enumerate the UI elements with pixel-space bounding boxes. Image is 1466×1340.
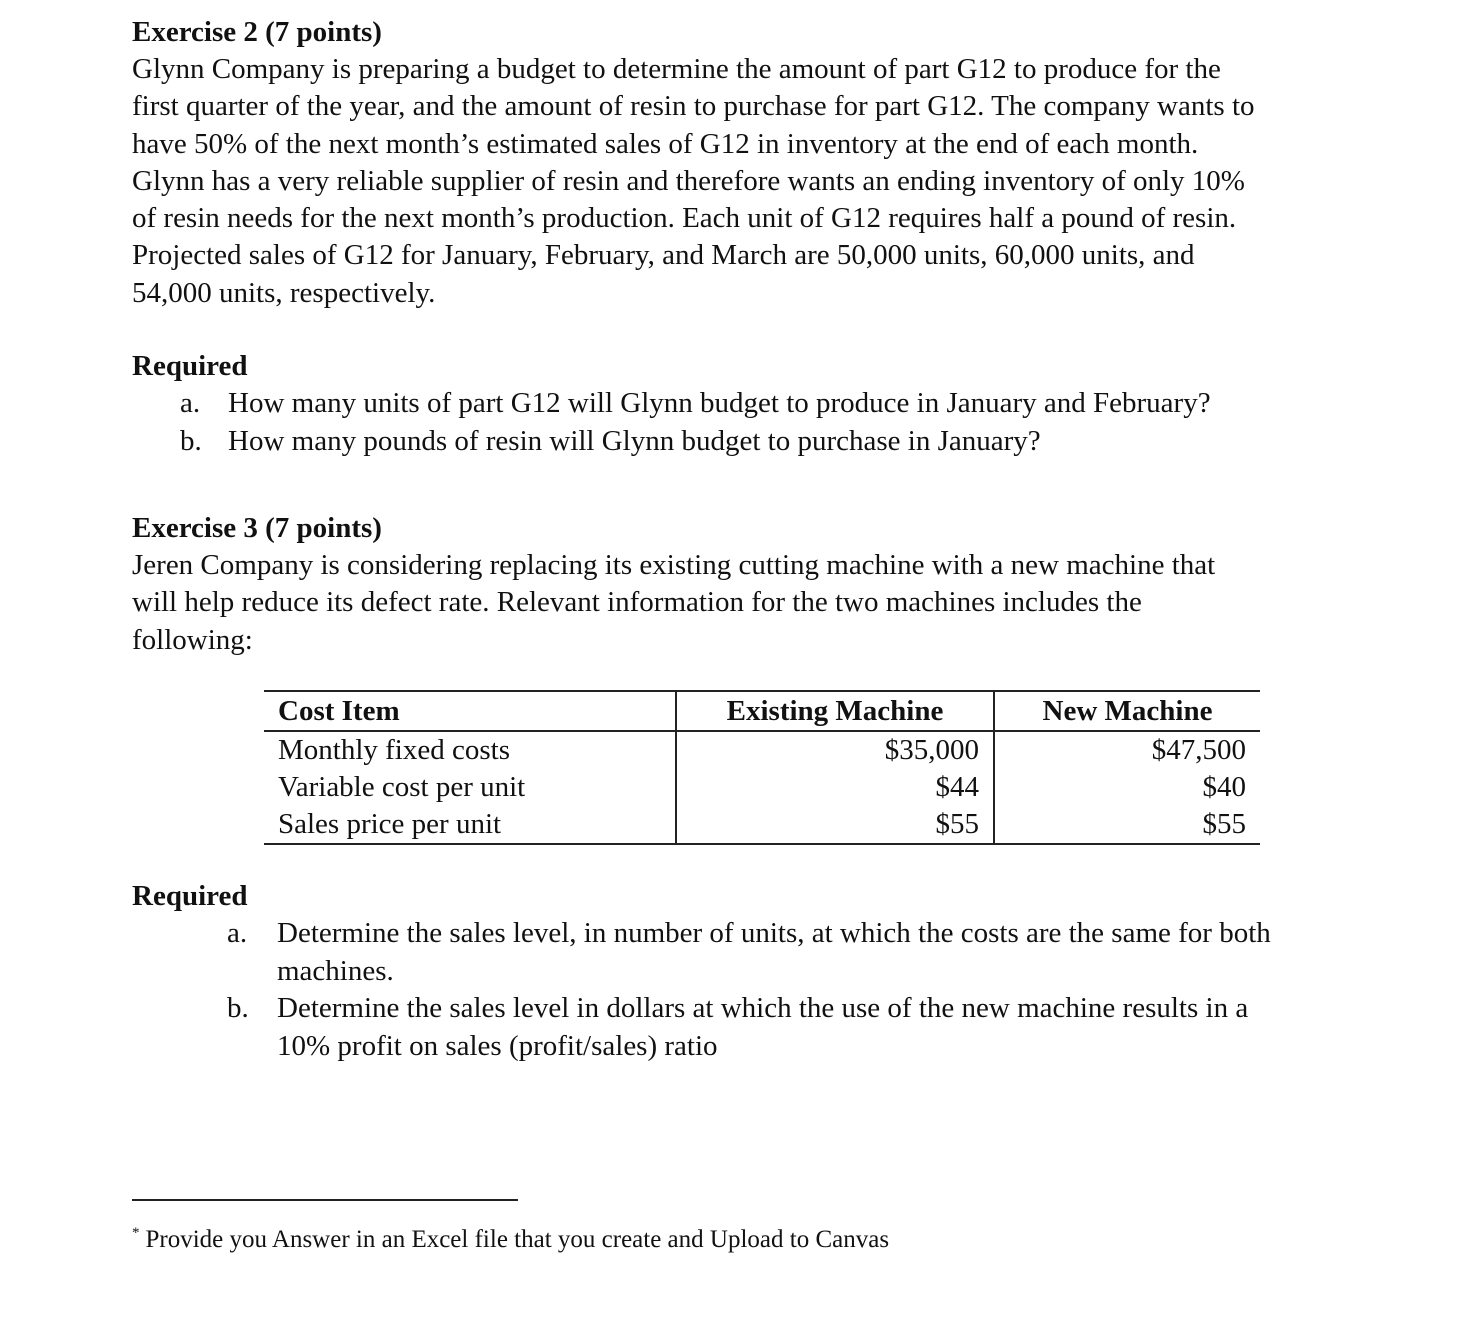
required-heading: Required: [132, 880, 248, 912]
body-line: of resin needs for the next month’s production. Each unit of G12 requires half a pound of resin.: [132, 202, 1237, 235]
body-line: Glynn Company is preparing a budget to determine the amount of part G12 to produce for the: [132, 53, 1221, 85]
exercise-3-required: [132, 878, 1422, 1065]
table-header-row: [264, 691, 1260, 731]
required-heading: Required: [132, 350, 248, 382]
table-row: [264, 769, 1260, 806]
required-list: [132, 385, 1422, 460]
body-line: have 50% of the next month’s estimated sales of G12 in inventory at the end of each month.: [132, 127, 1199, 160]
table-row: [264, 806, 1260, 844]
footnote: [132, 1217, 889, 1256]
table-cell: $55: [994, 806, 1260, 844]
exercise-2-required: [132, 348, 1422, 460]
table-cell: $40: [1202, 771, 1246, 803]
exercise-3-heading: Exercise 3 (7 points): [132, 512, 382, 544]
table-cell: Monthly fixed costs: [278, 734, 510, 766]
body-line: Projected sales of G12 for January, February, and March are 50,000 units, 60,000 units, and: [132, 239, 1195, 272]
body-line: following:: [132, 623, 253, 656]
list-marker: a.: [227, 917, 248, 949]
list-item: [132, 990, 1422, 1065]
footnote-divider: [132, 1199, 518, 1201]
list-item-line: 10% profit on sales (profit/sales) ratio: [277, 1029, 718, 1062]
body-line: Jeren Company is considering replacing its existing cutting machine with a new machine that: [132, 549, 1216, 581]
column-header-existing-machine: Existing Machine: [676, 691, 994, 731]
list-item-line: Determine the sales level, in number of units, at which the costs are the same for both: [277, 917, 1271, 949]
exercise-2-section: [132, 14, 1422, 312]
list-item-line: Determine the sales level in dollars at which the use of the new machine results in a: [277, 992, 1249, 1024]
machine-cost-table: [264, 690, 1260, 845]
body-line: first quarter of the year, and the amount of resin to purchase for part G12. The company wants to: [132, 90, 1255, 123]
column-header-new-machine: New Machine: [994, 691, 1260, 731]
required-list: [132, 915, 1422, 1065]
table-cell: $55: [676, 806, 994, 844]
table-cell: Variable cost per unit: [278, 771, 526, 803]
exercise-2-body: [132, 51, 1422, 312]
list-item-text: How many units of part G12 will Glynn budget to produce in January and February?: [228, 387, 1211, 419]
list-marker: a.: [180, 387, 201, 419]
list-marker: b.: [180, 424, 202, 457]
column-header-cost-item: Cost Item: [264, 691, 676, 731]
body-line: will help reduce its defect rate. Relevant information for the two machines includes the: [132, 586, 1142, 619]
body-line: Glynn has a very reliable supplier of resin and therefore wants an ending inventory of only 10%: [132, 164, 1245, 197]
table-row: [264, 731, 1260, 769]
exercise-2-heading: Exercise 2 (7 points): [132, 16, 382, 48]
list-item-text: How many pounds of resin will Glynn budget to purchase in January?: [228, 424, 1041, 457]
list-marker: b.: [227, 992, 249, 1024]
list-item: [132, 915, 1422, 990]
table-cell: $47,500: [1151, 734, 1246, 766]
exercise-3-section: [132, 510, 1422, 659]
table-cell: $44: [676, 769, 994, 806]
list-item-line: machines.: [277, 954, 394, 987]
body-line: 54,000 units, respectively.: [132, 276, 436, 309]
table-cell: $35,000: [676, 731, 994, 769]
list-item: [132, 423, 1422, 461]
table-cell: Sales price per unit: [264, 806, 676, 844]
footnote-text: Provide you Answer in an Excel file that you create and Upload to Canvas: [145, 1226, 890, 1253]
list-item: [132, 385, 1422, 423]
footnote-mark: *: [132, 1225, 140, 1241]
